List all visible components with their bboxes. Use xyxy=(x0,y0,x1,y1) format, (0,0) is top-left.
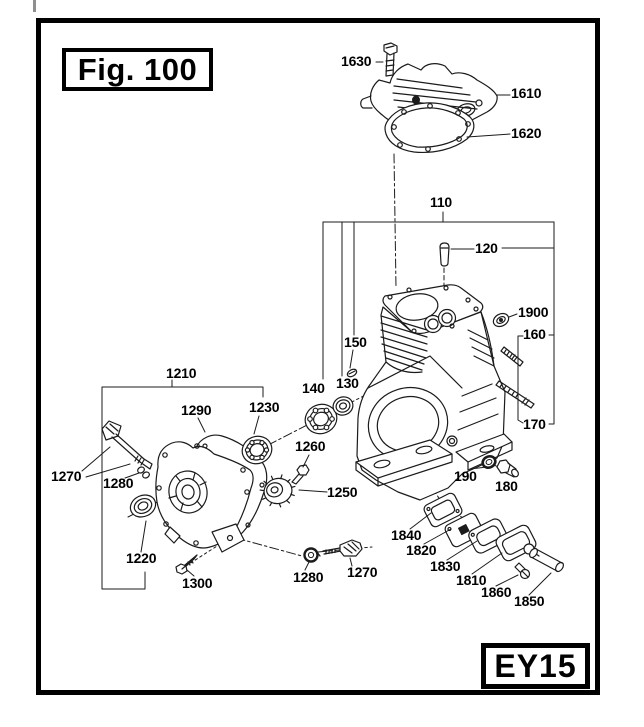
part-label-1220: 1220 xyxy=(126,550,157,566)
governor-shaft-1270-drawing xyxy=(102,421,152,469)
figure-number-box xyxy=(62,48,213,91)
bolt-1860-drawing xyxy=(515,563,530,579)
figure-number-label: Fig. 100 xyxy=(77,51,198,87)
part-label-190: 190 xyxy=(454,468,477,484)
part-label-1830: 1830 xyxy=(430,558,461,574)
part-label-1850: 1850 xyxy=(514,593,545,609)
part-label-1280-left: 1280 xyxy=(103,475,134,491)
pipe-1850-drawing xyxy=(528,547,565,573)
part-label-1820: 1820 xyxy=(406,542,437,558)
part-label-130: 130 xyxy=(336,375,359,391)
part-label-1900: 1900 xyxy=(518,304,549,320)
part-label-1280-bottom: 1280 xyxy=(293,569,324,585)
model-number-label: EY15 xyxy=(494,647,577,684)
part-label-1860: 1860 xyxy=(481,584,512,600)
part-label-150: 150 xyxy=(344,334,367,350)
part-label-1270-left: 1270 xyxy=(51,468,82,484)
part-label-1260: 1260 xyxy=(295,438,326,454)
plug-180-drawing xyxy=(497,460,520,478)
part-label-1290: 1290 xyxy=(181,402,212,418)
plug-1900-drawing xyxy=(491,311,511,329)
part-label-140: 140 xyxy=(302,380,325,396)
part-label-1300: 1300 xyxy=(182,575,213,591)
head-gasket-1620-drawing xyxy=(385,103,474,153)
part-label-1270-bottom: 1270 xyxy=(347,564,378,580)
part-label-1210: 1210 xyxy=(166,365,197,381)
seal-1220-drawing xyxy=(127,491,159,521)
part-label-1810: 1810 xyxy=(456,572,487,588)
part-label-1840: 1840 xyxy=(391,527,422,543)
stud-160-drawing xyxy=(501,347,523,366)
locating-pin-120-drawing xyxy=(440,243,449,266)
part-label-160: 160 xyxy=(523,326,546,342)
governor-arm-1270-drawing xyxy=(323,540,362,556)
part-label-1630: 1630 xyxy=(341,53,372,69)
part-label-1620: 1620 xyxy=(511,125,542,141)
part-label-120: 120 xyxy=(475,240,498,256)
bolt-1260-drawing xyxy=(292,465,309,484)
bolt-1300-drawing xyxy=(176,555,197,574)
head-bolt-1630-drawing xyxy=(384,43,397,76)
part-label-1250: 1250 xyxy=(327,484,358,500)
washer-1280-bottom-drawing xyxy=(305,549,321,562)
part-label-180: 180 xyxy=(495,478,518,494)
model-number-box xyxy=(481,643,590,689)
part-label-1230: 1230 xyxy=(249,399,280,415)
part-label-110: 110 xyxy=(430,194,452,210)
part-label-170: 170 xyxy=(523,416,546,432)
part-label-1610: 1610 xyxy=(511,85,542,101)
